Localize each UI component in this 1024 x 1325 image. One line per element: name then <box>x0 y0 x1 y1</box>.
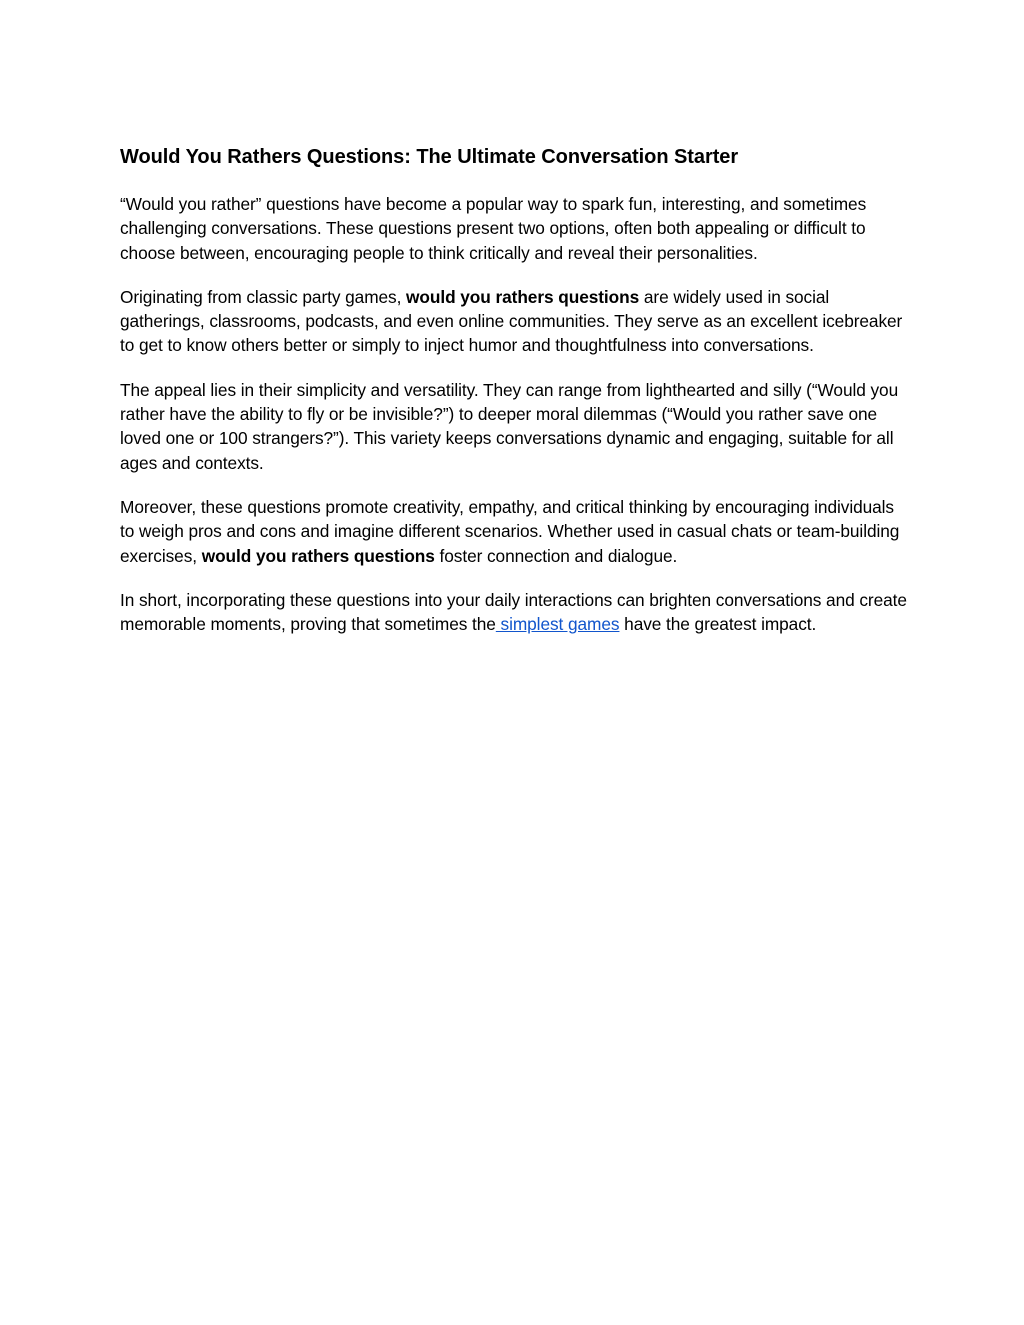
paragraph-origins <box>120 285 910 358</box>
paragraph-intro: “Would you rather” questions have become a popular way to spark fun, interesting, and sometimes challenging conversations. These questions present two options, often both appealing or difficult to choose between, encouraging people to think critically and reveal their personalities. <box>120 194 867 263</box>
paragraph-conclusion <box>120 588 910 637</box>
paragraph-benefits-text-end: foster connection and dialogue. <box>434 545 678 566</box>
document-title: Would You Rathers Questions: The Ultimate Conversation Starter <box>120 146 739 168</box>
simplest-games-link[interactable]: simplest games <box>495 614 620 635</box>
paragraph-origins-text-start: Originating from classic party games, <box>120 286 407 307</box>
paragraph-benefits-keyword: would you rathers questions <box>201 545 435 566</box>
paragraph-benefits-text-start: Moreover, these questions promote creativity, empathy, and critical thinking by encouraging individuals to weigh pros and cons and imagine different scenarios. Whether used in casual chats or team-building exercises, <box>120 496 900 566</box>
paragraph-conclusion-text-start: In short, incorporating these questions into your daily interactions can brighten conversations and create memorable moments, proving that sometimes the <box>120 589 907 635</box>
paragraph-conclusion-text-end: have the greatest impact. <box>619 614 817 635</box>
paragraph-benefits <box>120 495 910 568</box>
document-page <box>120 142 910 656</box>
paragraph-origins-keyword: would you rathers questions <box>406 286 640 307</box>
paragraph-appeal: The appeal lies in their simplicity and versatility. They can range from lighthearted and silly (“Would you rather have the ability to fly or be invisible?”) to deeper moral dilemmas (“Would you rather save one loved one or 100 strangers?”). This variety keeps conversations dynamic and engaging, suitable for all ages and contexts. <box>120 379 899 473</box>
paragraph-origins-text-end: are widely used in social gatherings, classrooms, podcasts, and even online communities. They serve as an excellent icebreaker to get to know others better or simply to inject humor and thoughtfulness into conversations. <box>120 286 903 356</box>
